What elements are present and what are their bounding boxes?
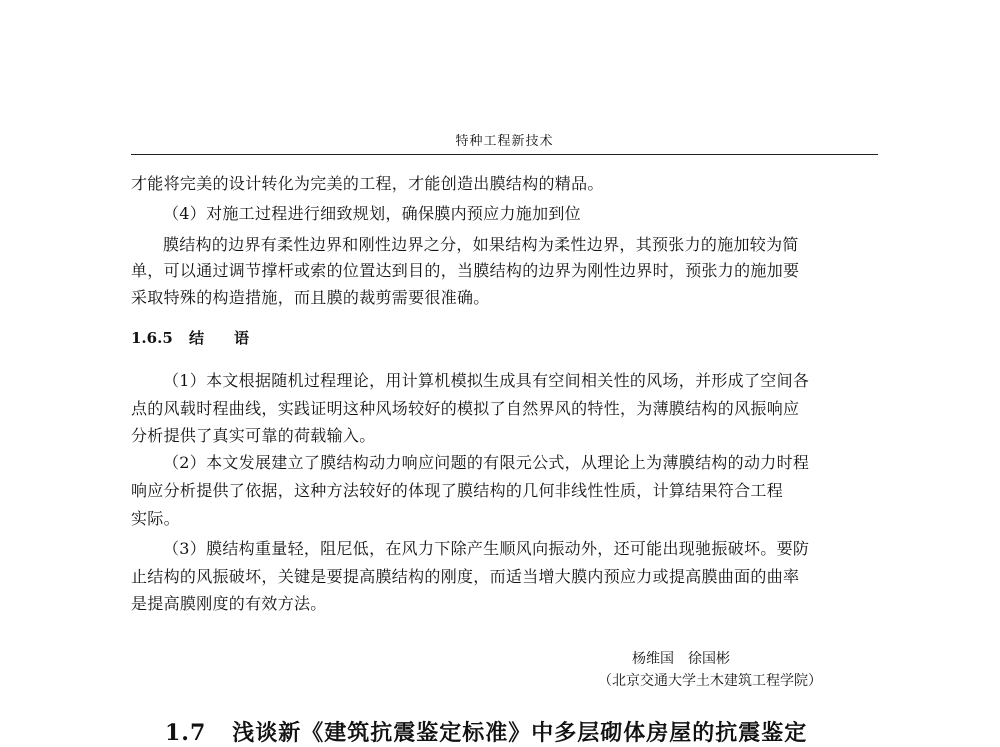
body-line: 膜结构的边界有柔性边界和刚性边界之分，如果结构为柔性边界，其预张力的施加较为简 [163, 235, 799, 254]
conclusion-line: 分析提供了真实可靠的荷载输入。 [131, 426, 376, 445]
conclusion-line: 是提高膜刚度的有效方法。 [131, 594, 327, 613]
author-names: 杨维国 徐国彬 [632, 651, 730, 667]
conclusion-line: 实际。 [131, 509, 180, 528]
body-line: 才能将完美的设计转化为完美的工程，才能创造出膜结构的精品。 [131, 174, 604, 193]
next-section-number: 1.7 [165, 720, 207, 746]
section-title: 结语 [189, 329, 280, 347]
body-line: （4）对施工过程进行细致规划，确保膜内预应力施加到位 [163, 204, 581, 223]
header-rule [131, 154, 878, 155]
conclusion-line: （2）本文发展建立了膜结构动力响应问题的有限元公式，从理论上为薄膜结构的动力时程 [163, 453, 810, 472]
author-affiliation: （北京交通大学土木建筑工程学院） [598, 673, 822, 689]
section-heading [131, 327, 279, 349]
body-line: 采取特殊的构造措施，而且膜的裁剪需要很准确。 [131, 288, 490, 307]
running-header: 特种工程新技术 [455, 134, 554, 149]
body-line: 单，可以通过调节撑杆或索的位置达到目的，当膜结构的边界为刚性边界时，预张力的施加要 [131, 261, 800, 280]
next-section-heading [165, 716, 807, 747]
conclusion-line: 止结构的风振破坏，关键是要提高膜结构的刚度，而适当增大膜内预应力或提高膜曲面的曲率 [131, 567, 800, 586]
conclusion-line: （3）膜结构重量轻，阻尼低，在风力下除产生顺风向振动外，还可能出现驰振破坏。要防 [163, 539, 810, 558]
next-section-title: 浅谈新《建筑抗震鉴定标准》中多层砌体房屋的抗震鉴定 [232, 720, 808, 746]
conclusion-line: 响应分析提供了依据，这种方法较好的体现了膜结构的几何非线性性质，计算结果符合工程 [131, 481, 784, 500]
conclusion-line: 点的风载时程曲线，实践证明这种风场较好的模拟了自然界风的特性，为薄膜结构的风振响应 [131, 399, 800, 418]
conclusion-line: （1）本文根据随机过程理论，用计算机模拟生成具有空间相关性的风场，并形成了空间各 [163, 371, 810, 390]
section-number: 1.6.5 [131, 329, 173, 347]
